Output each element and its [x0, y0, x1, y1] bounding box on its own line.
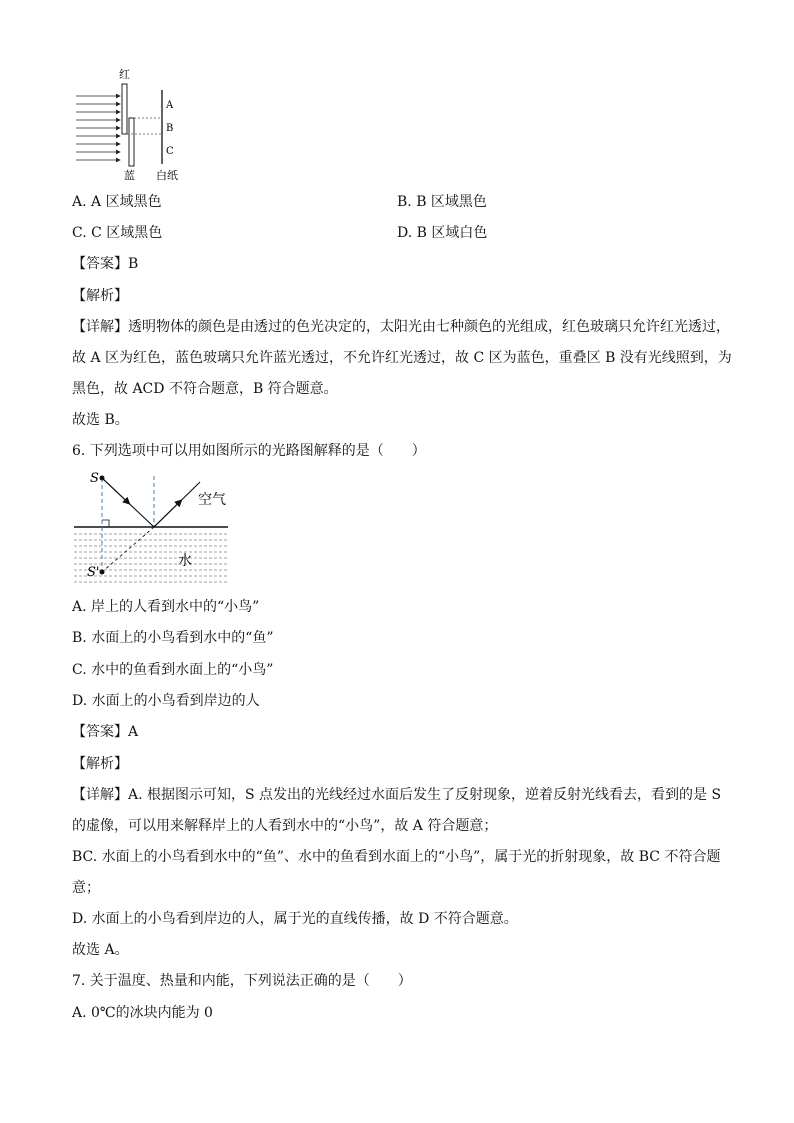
point-s-label: S: [90, 471, 99, 486]
red-glass: [122, 84, 127, 134]
q6-detail-line-1: 【详解】A. 根据图示可知，S 点发出的光线经过水面后发生了反射现象，逆着反射光线看去，看到的是 S: [72, 787, 722, 803]
q5-detail-line-1: 【详解】透明物体的颜色是由透过的色光决定的，太阳光由七种颜色的光组成，红色玻璃只允许红光透过，: [72, 319, 730, 335]
reflection-figure: [72, 468, 232, 586]
region-c-label: C: [166, 146, 174, 157]
q5-detail-line-2: 故 A 区为红色，蓝色玻璃只允许蓝光透过，不允许红光透过，故 C 区为蓝色，重叠区 B 没有光线照到，为: [72, 350, 732, 366]
q6-detail-line-4: 意；: [72, 880, 100, 896]
region-b-label: B: [166, 123, 174, 134]
q6-option-a: A. 岸上的人看到水中的“小鸟”: [72, 599, 260, 615]
q5-answer: 【答案】B: [72, 256, 139, 272]
q5-option-b: B. B 区域黑色: [397, 194, 487, 210]
q7-option-a: A. 0℃的冰块内能为 0: [72, 1005, 213, 1021]
q6-conclusion: 故选 A。: [72, 942, 129, 958]
blue-glass: [129, 118, 134, 166]
q6-option-d: D. 水面上的小鸟看到岸边的人: [72, 693, 260, 709]
red-label: 红: [119, 68, 130, 81]
water-label: 水: [178, 553, 192, 569]
q6-option-b: B. 水面上的小鸟看到水中的“鱼”: [72, 630, 274, 646]
q6-question: 6. 下列选项中可以用如图所示的光路图解释的是（ ）: [72, 443, 426, 459]
q6-detail-line-2: 的虚像，可以用来解释岸上的人看到水中的“小鸟”，故 A 符合题意；: [72, 818, 498, 834]
q5-option-d: D. B 区域白色: [397, 225, 488, 241]
q6-analysis: 【解析】: [72, 756, 128, 772]
white-paper-label: 白纸: [156, 169, 178, 182]
q5-detail-line-3: 黑色，故 ACD 不符合题意，B 符合题意。: [72, 381, 338, 397]
q6-option-c: C. 水中的鱼看到水面上的“小鸟”: [72, 662, 274, 678]
point-s-prime-label: S': [87, 565, 100, 580]
q6-detail-line-3: BC. 水面上的小鸟看到水中的“鱼”、水中的鱼看到水面上的“小鸟”，属于光的折射现象，故 BC 不符合题: [72, 849, 721, 865]
region-a-label: A: [166, 100, 174, 111]
q5-conclusion: 故选 B。: [72, 412, 129, 428]
q6-detail-line-5: D. 水面上的小鸟看到岸边的人，属于光的直线传播，故 D 不符合题意。: [72, 911, 518, 927]
q6-answer: 【答案】A: [72, 724, 139, 740]
q5-option-c: C. C 区域黑色: [72, 225, 163, 241]
air-label: 空气: [198, 492, 226, 508]
q5-option-a: A. A 区域黑色: [72, 194, 162, 210]
q7-question: 7. 关于温度、热量和内能，下列说法正确的是（ ）: [72, 973, 412, 989]
blue-label: 蓝: [124, 169, 135, 182]
color-filter-figure: [72, 62, 192, 184]
q5-analysis: 【解析】: [72, 288, 128, 304]
